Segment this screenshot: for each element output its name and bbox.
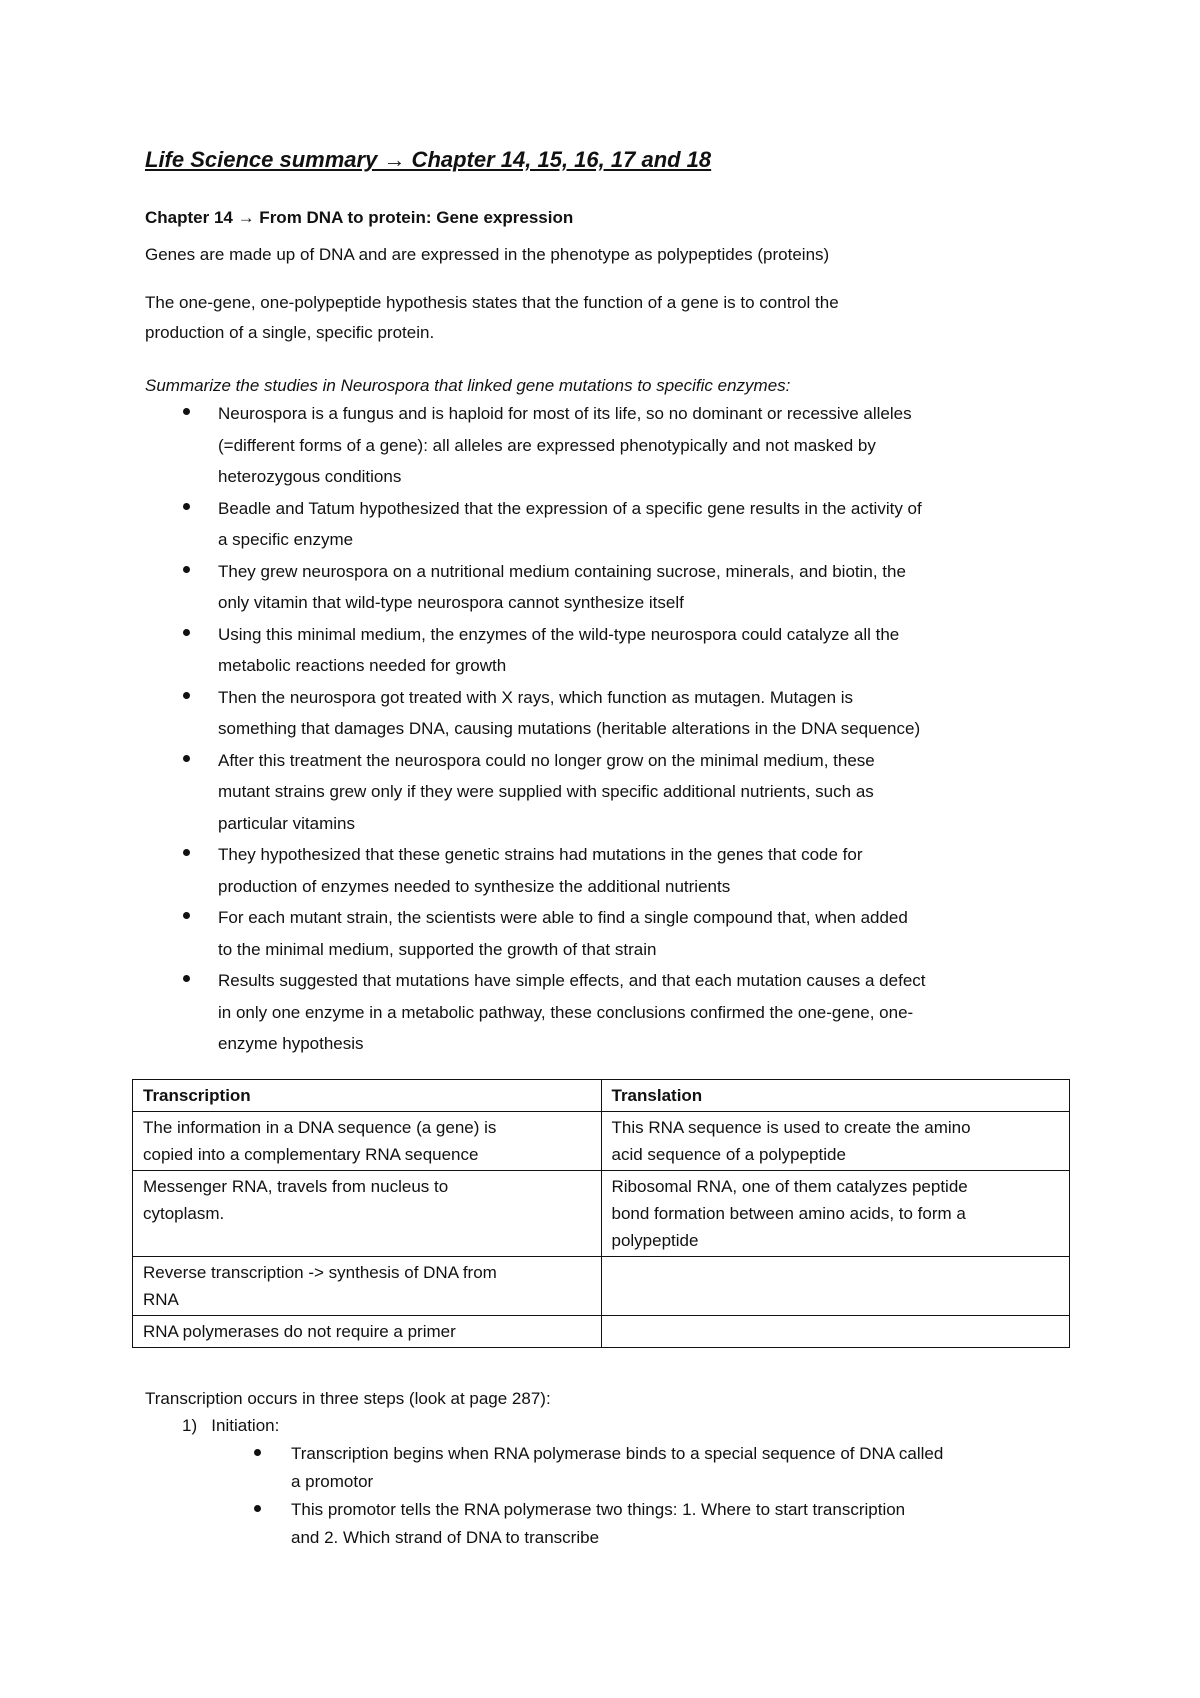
hypothesis-line-2: production of a single, specific protein.: [145, 323, 435, 342]
bullet-dot-icon: [183, 975, 190, 982]
table-cell-line: polypeptide: [611, 1231, 699, 1250]
neurospora-bullet-line: Beadle and Tatum hypothesized that the expression of a specific gene results in the activity of: [218, 498, 922, 518]
initiation-bullet-line: This promotor tells the RNA polymerase two things: 1. Where to start transcription: [291, 1500, 906, 1519]
table-row: [133, 1112, 1070, 1171]
neurospora-bullet-item: [145, 745, 926, 840]
bullet-dot-icon: [183, 566, 190, 573]
neurospora-bullet-line: in only one enzyme in a metabolic pathway, these conclusions confirmed the one-gene, one-: [218, 1002, 914, 1022]
neurospora-bullet-line: something that damages DNA, causing mutations (heritable alterations in the DNA sequence): [218, 719, 921, 738]
bullet-dot-icon: [254, 1505, 261, 1512]
neurospora-bullet-line: particular vitamins: [218, 813, 355, 833]
table-cell-line: acid sequence of a polypeptide: [611, 1145, 846, 1164]
neurospora-bullet-item: [145, 965, 926, 1060]
neurospora-bullet-line: enzyme hypothesis: [218, 1034, 364, 1053]
table-cell-line: Ribosomal RNA, one of them catalyzes peptide: [611, 1177, 968, 1196]
neurospora-bullet-line: Using this minimal medium, the enzymes of the wild-type neurospora could catalyze all the: [218, 624, 900, 644]
initiation-bullet-line: a promotor: [291, 1472, 374, 1491]
transcription-translation-table: [132, 1079, 1070, 1348]
table-cell-translation: [601, 1171, 1070, 1257]
table-cell-line: [612, 1318, 1060, 1345]
table-cell-line: [612, 1259, 1060, 1286]
steps-intro: [145, 1385, 551, 1413]
initiation-bullet-line: and 2. Which strand of DNA to transcribe: [291, 1528, 600, 1547]
neurospora-bullet-line: Results suggested that mutations have simple effects, and that each mutation causes a defect: [218, 971, 926, 990]
table-row: [133, 1171, 1070, 1257]
neurospora-bullet-item: [145, 619, 926, 682]
summarize-prompt: Summarize the studies in Neurospora that linked gene mutations to specific enzymes:: [145, 376, 791, 395]
neurospora-bullet-line: production of enzymes needed to synthesize the additional nutrients: [218, 876, 731, 896]
intro-paragraph: Genes are made up of DNA and are expressed in the phenotype as polypeptides (proteins): [145, 245, 830, 264]
step-1-label: 1) Initiation:: [182, 1416, 280, 1435]
neurospora-bullet-line: Neurospora is a fungus and is haploid for most of its life, so no dominant or recessive alleles: [218, 404, 912, 423]
table-cell-line: copied into a complementary RNA sequence: [143, 1145, 479, 1164]
table-cell-line: This RNA sequence is used to create the amino: [611, 1118, 971, 1137]
bullet-dot-icon: [183, 755, 190, 762]
neurospora-bullet-line: a specific enzyme: [218, 530, 354, 549]
neurospora-bullet-line: mutant strains grew only if they were supplied with specific additional nutrients, such as: [218, 782, 874, 801]
bullet-dot-icon: [183, 912, 190, 919]
neurospora-bullet-line: For each mutant strain, the scientists were able to find a single compound that, when added: [218, 908, 908, 927]
table-cell-transcription: [133, 1257, 602, 1316]
initiation-bullet-item: [145, 1440, 943, 1496]
initiation-bullet-item: [145, 1496, 943, 1552]
table-cell-translation: [601, 1257, 1070, 1316]
bullet-dot-icon: [183, 408, 190, 415]
neurospora-bullet-item: [145, 902, 926, 965]
table-header-translation: Translation: [601, 1080, 1070, 1112]
neurospora-bullet-item: [145, 398, 926, 493]
neurospora-bullet-line: to the minimal medium, supported the growth of that strain: [218, 939, 657, 959]
bullet-dot-icon: [254, 1449, 261, 1456]
table-cell-line: cytoplasm.: [143, 1204, 225, 1223]
neurospora-bullet-item: [145, 556, 926, 619]
table-cell-line: RNA polymerases do not require a primer: [143, 1322, 456, 1341]
neurospora-bullet-line: metabolic reactions needed for growth: [218, 656, 507, 675]
table-cell-line: Reverse transcription -> synthesis of DNA from: [143, 1263, 497, 1282]
neurospora-bullet-list: [145, 398, 926, 1060]
table-header-transcription: Transcription: [133, 1080, 602, 1112]
steps-intro-text: Transcription occurs in three steps (look at page 287):: [145, 1389, 551, 1408]
hypothesis-line-1: The one-gene, one-polypeptide hypothesis states that the function of a gene is to control the: [145, 293, 839, 312]
neurospora-bullet-line: They grew neurospora on a nutritional medium containing sucrose, minerals, and biotin, the: [218, 561, 906, 581]
bullet-dot-icon: [183, 503, 190, 510]
table-header-row: [133, 1080, 1070, 1112]
table-cell-line: bond formation between amino acids, to form a: [611, 1204, 966, 1223]
neurospora-bullet-item: [145, 839, 926, 902]
neurospora-bullet-line: (=different forms of a gene): all alleles are expressed phenotypically and not masked by: [218, 435, 876, 455]
table-cell-transcription: [133, 1171, 602, 1257]
table-cell-line: RNA: [143, 1290, 179, 1309]
table-cell-translation: [601, 1316, 1070, 1348]
neurospora-bullet-line: only vitamin that wild-type neurospora cannot synthesize itself: [218, 593, 684, 612]
page-title: Life Science summary → Chapter 14, 15, 16, 17 and 18: [145, 147, 712, 172]
neurospora-bullet-line: Then the neurospora got treated with X rays, which function as mutagen. Mutagen is: [218, 687, 854, 707]
neurospora-bullet-line: After this treatment the neurospora could no longer grow on the minimal medium, these: [218, 750, 875, 770]
chapter-heading: Chapter 14 → From DNA to protein: Gene expression: [145, 208, 574, 227]
step-1-bullet-list: [145, 1440, 943, 1552]
table-cell-transcription: [133, 1316, 602, 1348]
table-cell-transcription: [133, 1112, 602, 1171]
table-cell-line: Messenger RNA, travels from nucleus to: [143, 1177, 449, 1196]
bullet-dot-icon: [183, 849, 190, 856]
neurospora-bullet-item: [145, 682, 926, 745]
neurospora-bullet-line: They hypothesized that these genetic strains had mutations in the genes that code for: [218, 845, 863, 864]
initiation-bullet-line: Transcription begins when RNA polymerase binds to a special sequence of DNA called: [291, 1444, 944, 1463]
table-cell-line: The information in a DNA sequence (a gene) is: [143, 1118, 497, 1137]
neurospora-bullet-item: [145, 493, 926, 556]
bullet-dot-icon: [183, 629, 190, 636]
table-cell-translation: [601, 1112, 1070, 1171]
table-row: [133, 1257, 1070, 1316]
table-row: [133, 1316, 1070, 1348]
bullet-dot-icon: [183, 692, 190, 699]
neurospora-bullet-line: heterozygous conditions: [218, 467, 402, 486]
